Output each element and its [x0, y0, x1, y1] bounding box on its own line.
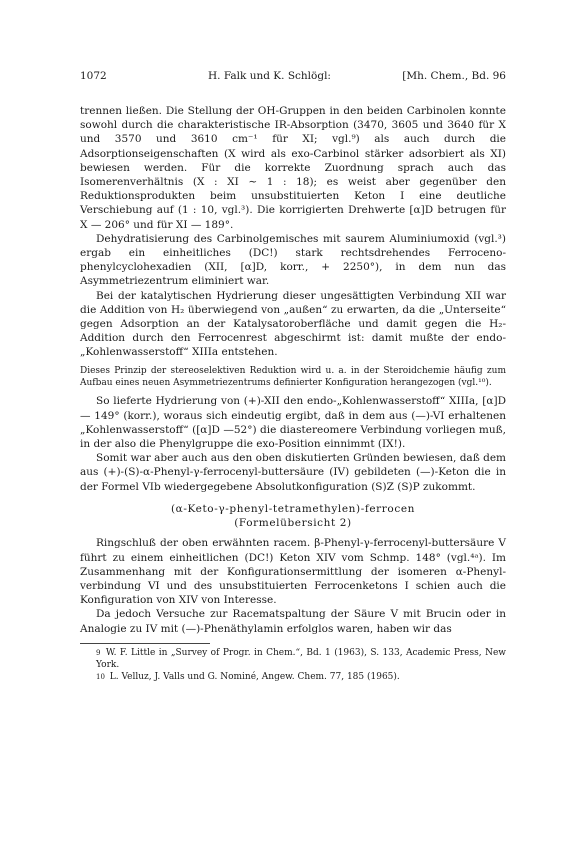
footnote-number: 9 — [96, 648, 101, 657]
running-journal: [Mh. Chem., Bd. 96 — [402, 70, 506, 82]
footnote-text: L. Velluz, J. Valls und G. Nominé, Angew. Chem. 77, 185 (1965). — [109, 671, 400, 682]
section-heading-title: (α-Keto-γ-phenyl-tetramethylen)-ferrocen — [170, 502, 416, 515]
small-print-note: Dieses Prinzip der stereoselektiven Reduktion wird u. a. in der Steroidchemie häufig zum Aufbau eines neuen Asymmetriezentrums definierter Konfiguration herangezogen (vgl.¹⁰). — [80, 365, 506, 389]
footnote — [96, 671, 506, 683]
footnote-text: W. F. Little in „Survey of Progr. in Chem.“, Bd. 1 (1963), S. 133, Academic Press, New York. — [96, 647, 506, 670]
footnotes — [80, 647, 506, 683]
paragraph: So lieferte Hydrierung von (+)-XII den endo-„Kohlenwasserstoff“ XIIIa, [α]D — 149° (korr.), woraus sich eindeutig ergibt, daß in dem aus (—)-VI erhaltenen „Kohlenwasserstoff“ ([α]D —52°) die diastereomere Verbindung vorliegen muß, in der also die Phenylgruppe die exo-Position einnimmt (IX!). — [80, 395, 506, 451]
footnote-number: 10 — [96, 672, 105, 681]
section-heading — [80, 502, 506, 530]
body-text — [80, 104, 506, 683]
paragraph: Ringschluß der oben erwähnten racem. β-Phenyl-γ-ferrocenyl-buttersäure V führt zu einem einheitlichen (DC!) Keton XIV vom Schmp. 148° (vgl.⁴ᵃ). Im Zusammenhang mit der Konfigurationsermittlung der isomeren α-Phenyl-verbindung VI und des unsubstituierten Ferrocenketons I schien auch die Konfiguration von XIV von Interesse. — [80, 537, 506, 607]
paragraph: trennen ließen. Die Stellung der OH-Gruppen in den beiden Carbinolen konnte sowohl durch die charakteristische IR-Absorption (3470, 3605 und 3640 für X und 3570 und 3610 cm⁻¹ für XI; vgl.⁹) als auch durch die Adsorptionseigenschaften (X wird als exo-Carbinol stärker adsorbiert als XI) bewiesen werden. Für die korrekte Zuordnung sprach auch das Isomerenverhältnis (X : XI ∼ 1 : 18); es weist aber gegenüber den Reduktionsprodukten beim unsubstituierten Keton I eine deutliche Verschiebung auf (1 : 10, vgl.³). Die korrigierten Drehwerte [α]D betrugen für X — 206° und für XI — 189°. — [80, 105, 506, 231]
section-heading-subtitle: (Formelübersicht 2) — [234, 517, 352, 530]
paragraph: Bei der katalytischen Hydrierung dieser ungesättigten Verbindung XII war die Addition von H₂ überwiegend von „außen“ zu erwarten, da die „Unterseite“ gegen Adsorption an der Katalysatoroberfläche und damit gegen die H₂-Addition durch den Ferrocenrest abgeschirmt ist: damit mußte der endo-„Kohlenwasserstoff“ XIIIa entstehen. — [80, 289, 506, 359]
paragraph: Da jedoch Versuche zur Racematspaltung der Säure V mit Brucin oder in Analogie zu IV mit (—)-Phenäthylamin erfolglos waren, haben wir das — [80, 608, 506, 635]
paragraph: Dehydratisierung des Carbinolgemisches mit saurem Aluminiumoxid (vgl.³) ergab ein einheitliches (DC!) stark rechtsdrehendes Ferroceno-phenylcyclohexadien (XII, [α]D, korr., + 2250°), in dem nun das Asymmetriezentrum eliminiert war. — [80, 232, 506, 288]
footnote — [96, 647, 506, 671]
running-header — [80, 70, 506, 86]
paragraph: Somit war aber auch aus den oben diskutierten Gründen bewiesen, daß dem aus (+)-(S)-α-Phenyl-γ-ferrocenyl-buttersäure (IV) gebildeten (—)-Keton die in der Formel VIb wiedergegebene Absolutkonfiguration (S)Z (S)P zukommt. — [80, 452, 506, 493]
running-authors: H. Falk und K. Schlögl: — [208, 70, 331, 82]
page-number: 1072 — [80, 70, 107, 82]
